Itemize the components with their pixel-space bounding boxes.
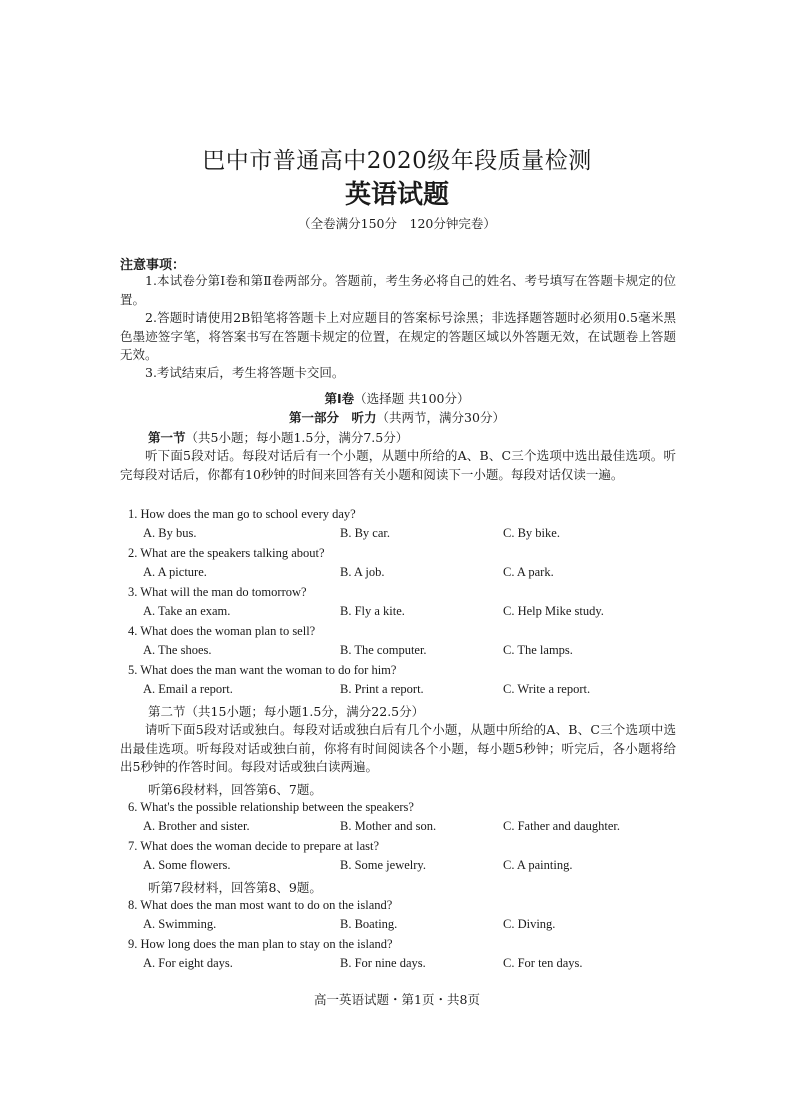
volume-detail: （选择题 共100分） [354,391,470,406]
part-detail: （共两节，满分30分） [376,410,505,425]
q2-option-c: C. A park. [503,565,554,579]
notice-item-2: 2.答题时请使用2B铅笔将答题卡上对应题目的答案标号涂黑；非选择题答题时必须用0.5毫米黑色墨迹签字笔，将答案书写在答题卡规定的位置，在规定的答题区域以外答题无效，在试题卷上答题无效。 [120,310,676,362]
q4-option-c: C. The lamps. [503,643,573,657]
notice-item-3: 3.考试结束后，考生将答题卡交回。 [145,365,345,380]
exam-meta: （全卷满分150分 120分钟完卷） [298,216,496,231]
section2-heading [148,702,424,720]
q1-option-c: C. By bike. [503,526,560,540]
q6-option-b: B. Mother and son. [340,819,437,833]
section1-heading [148,428,408,446]
q9-option-c: C. For ten days. [503,956,583,970]
volume-heading [0,389,794,407]
q5-option-c: C. Write a report. [503,682,591,696]
q2-option-a: A. A picture. [143,565,207,579]
q4-option-b: B. The computer. [340,643,427,657]
volume-label: 第Ⅰ卷 [324,391,355,406]
material-6-note: 听第6段材料，回答第6、7题。 [148,782,322,797]
material-7-note: 听第7段材料，回答第8、9题。 [148,880,322,895]
section2-label: 第二节 [148,704,186,719]
q3-option-b: B. Fly a kite. [340,604,405,618]
notice-item-1: 1.本试卷分第Ⅰ卷和第Ⅱ卷两部分。答题前，考生务必将自己的姓名、考号填写在答题卡规定的位置。 [120,273,676,307]
q1-option-b: B. By car. [340,526,390,540]
q8-option-a: A. Swimming. [143,917,217,931]
part-heading [0,408,794,426]
q4-option-a: A. The shoes. [143,643,212,657]
question-7: 7. What does the woman decide to prepare at last? [128,839,380,853]
q3-option-c: C. Help Mike study. [503,604,604,618]
q2-option-b: B. A job. [340,565,385,579]
section1-instructions: 听下面5段对话。每段对话后有一个小题，从题中所给的A、B、C三个选项中选出最佳选项。听完每段对话后，你都有10秒钟的时间来回答有关小题和阅读下一小题。每段对话仅读一遍。 [120,448,676,482]
exam-subject: 英语试题 [344,180,449,210]
q8-option-b: B. Boating. [340,917,398,931]
question-8: 8. What does the man most want to do on the island? [128,898,393,912]
question-9: 9. How long does the man plan to stay on the island? [128,937,393,951]
question-4: 4. What does the woman plan to sell? [128,624,316,638]
q1-option-a: A. By bus. [143,526,197,540]
question-2: 2. What are the speakers talking about? [128,546,325,560]
question-1: 1. How does the man go to school every day? [128,507,356,521]
q3-option-a: A. Take an exam. [143,604,231,618]
question-5: 5. What does the man want the woman to do for him? [128,663,397,677]
section2-instructions: 请听下面5段对话或独白。每段对话或独白后有几个小题，从题中所给的A、B、C三个选项中选出最佳选项。听每段对话或独白前，你将有时间阅读各个小题，每小题5秒钟；听完后，各小题将给出5秒钟的作答时间。每段对话或独白读两遍。 [120,722,676,774]
page-footer: 高一英语试题・第1页・共8页 [314,992,480,1007]
q7-option-b: B. Some jewelry. [340,858,426,872]
q9-option-a: A. For eight days. [143,956,233,970]
q5-option-a: A. Email a report. [143,682,233,696]
section2-detail: （共15小题；每小题1.5分，满分22.5分） [185,704,425,719]
q7-option-c: C. A painting. [503,858,573,872]
q6-option-c: C. Father and daughter. [503,819,620,833]
question-6: 6. What's the possible relationship between the speakers? [128,800,414,814]
q7-option-a: A. Some flowers. [143,858,231,872]
question-3: 3. What will the man do tomorrow? [128,585,307,599]
section1-detail: （共5小题；每小题1.5分，满分7.5分） [185,430,409,445]
q8-option-c: C. Diving. [503,917,556,931]
part-label: 第一部分 听力 [289,410,377,425]
section1-label: 第一节 [148,430,186,445]
notice-title: 注意事项： [120,258,186,273]
q9-option-b: B. For nine days. [340,956,426,970]
q6-option-a: A. Brother and sister. [143,819,250,833]
exam-title: 巴中市普通高中2020级年段质量检测 [202,148,592,174]
q5-option-b: B. Print a report. [340,682,424,696]
